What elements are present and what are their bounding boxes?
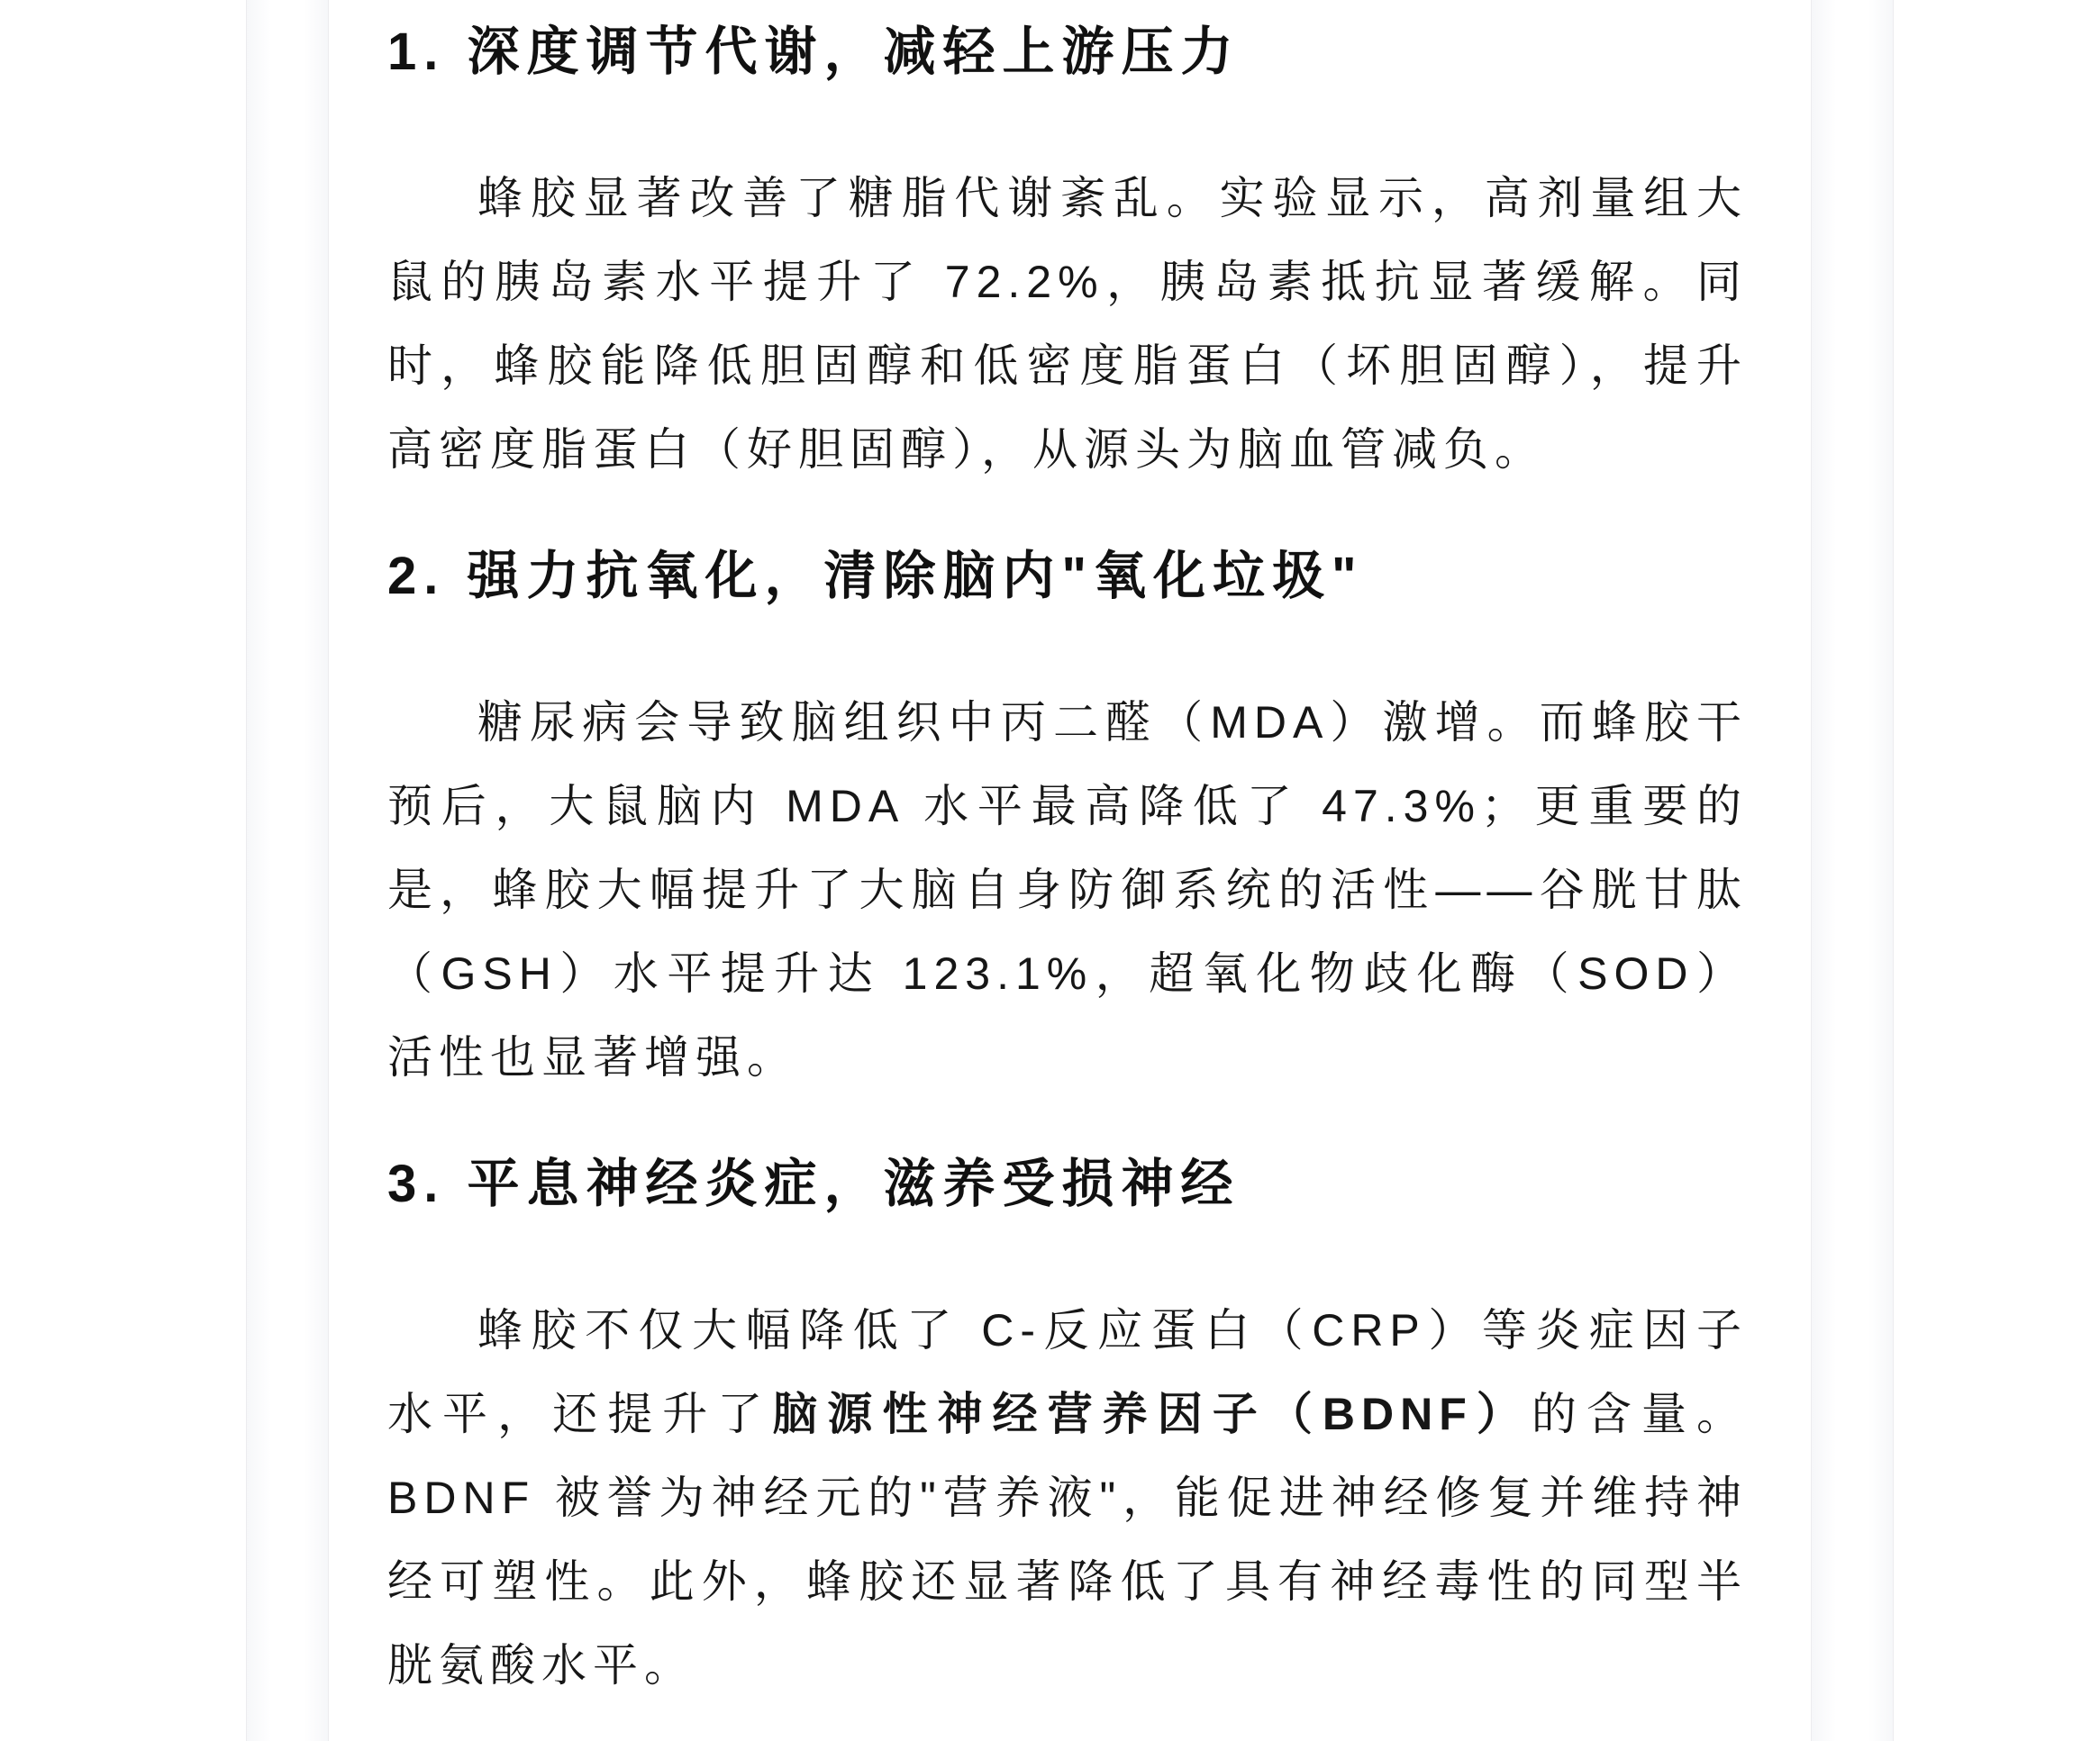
document-page [329,0,1811,1741]
section-3-heading: 3. 平息神经炎症，滋养受损神经 [387,1155,1241,1213]
paragraph-text: 蜂胶显著改善了糖脂代谢紊乱。实验显示，高剂量组大鼠的胰岛素水平提升了 72.2%，胰岛素抵抗显著缓解。同时，蜂胶能降低胆固醇和低密度脂蛋白（坏胆固醇），提升高密度脂蛋白（好胆固醇），从源头为脑血管减负。 [387,173,1748,475]
section-metabolism [387,18,1748,492]
right-page-gutter [1811,0,1894,1741]
section-neuro [387,1150,1748,1708]
section-1-paragraph [387,157,1748,492]
paragraph-text: 的含量。BDNF 被誉为神经元的"营养液"，能促进神经修复并维持神经可塑性。此外，蜂胶还显著降低了具有神经毒性的同型半胱氨酸水平。 [387,1389,1748,1691]
section-2-heading: 2. 强力抗氧化，清除脑内"氧化垃圾" [387,547,1364,605]
section-1-heading: 1. 深度调节代谢，减轻上游压力 [387,23,1241,81]
paragraph-bold-text: 脑源性神经营养因子（BDNF） [772,1389,1532,1439]
section-3-paragraph [387,1289,1748,1708]
paragraph-text: 糖尿病会导致脑组织中丙二醛（MDA）激增。而蜂胶干预后，大鼠脑内 MDA 水平最高降低了 47.3%；更重要的是，蜂胶大幅提升了大脑自身防御系统的活性——谷胱甘肽（GSH）水平提升达 123.1%，超氧化物歧化酶（SOD）活性也显著增强。 [387,697,1748,1083]
section-antioxidant [387,542,1748,1100]
left-page-gutter [246,0,329,1741]
section-2-paragraph [387,681,1748,1100]
paragraph-text: 蜂胶不仅大幅降低了 C-反应蛋白（CRP）等炎症因子水平，还提升了 [387,1305,1748,1439]
